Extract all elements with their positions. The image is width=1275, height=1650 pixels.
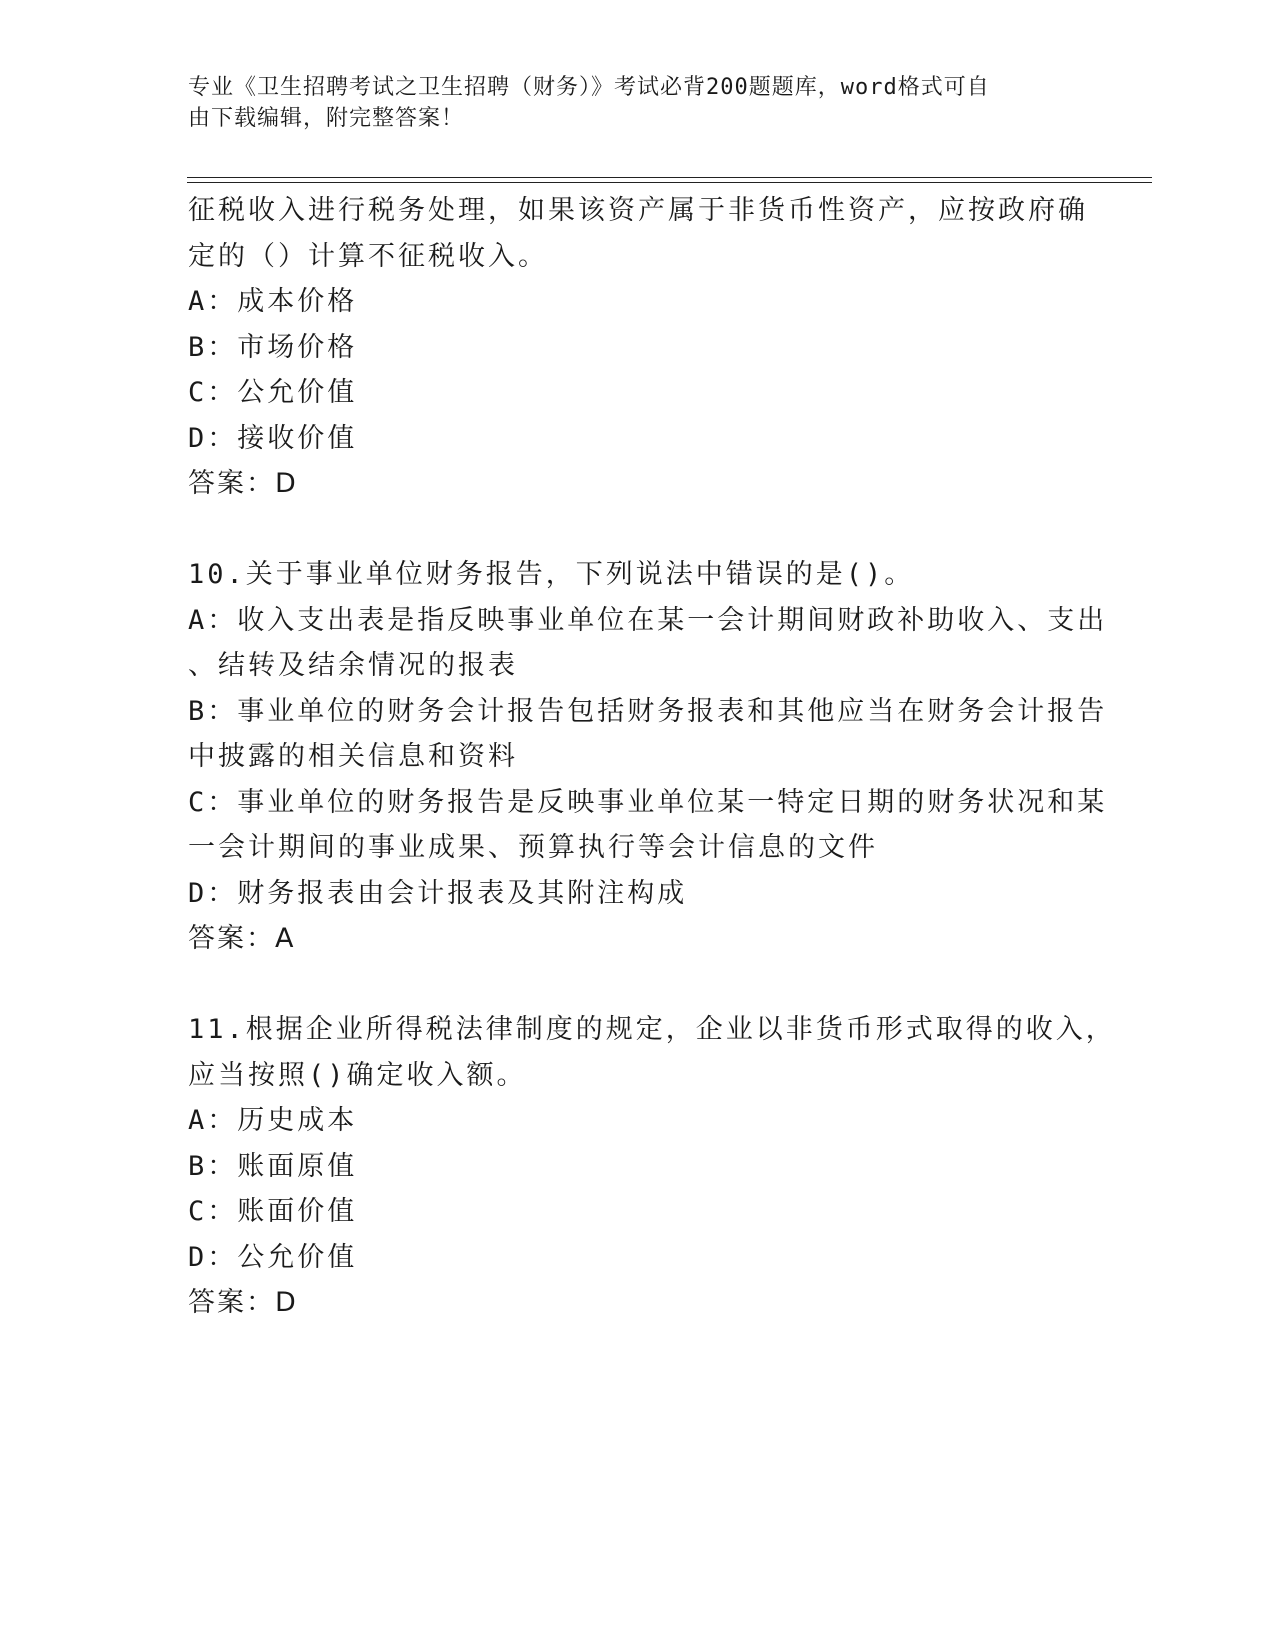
- question-11-option-c: C：账面价值: [188, 1196, 358, 1227]
- question-10-option-a-line-2: 、结转及结余情况的报表: [188, 650, 518, 681]
- question-10-option-d: D：财务报表由会计报表及其附注构成: [188, 877, 688, 909]
- question-10-option-c-line-1: C：事业单位的财务报告是反映事业单位某一特定日期的财务状况和某: [188, 786, 1108, 818]
- question-11-option-a: A：历史成本: [188, 1105, 358, 1136]
- document-header: [188, 72, 1068, 134]
- question-10-option-c-line-2: 一会计期间的事业成果、预算执行等会计信息的文件: [188, 832, 878, 863]
- question-11-stem-line-2: 应当按照()确定收入额。: [188, 1059, 527, 1091]
- question-9-option-d: D：接收价值: [188, 422, 358, 454]
- header-title-line-2: 由下载编辑，附完整答案！: [188, 106, 465, 131]
- question-9-option-b: B：市场价格: [188, 331, 358, 363]
- question-9-stem-line-1: 征税收入进行税务处理，如果该资产属于非货币性资产，应按政府确: [188, 195, 1088, 226]
- question-11-stem-line-1: 11.根据企业所得税法律制度的规定，企业以非货币形式取得的收入，: [188, 1014, 1116, 1045]
- header-title-line-1: 专业《卫生招聘考试之卫生招聘（财务）》考试必背200题题库，word格式可自: [188, 75, 990, 100]
- question-spacer: [188, 507, 1088, 553]
- question-10: [188, 552, 1108, 962]
- question-10-stem: 10.关于事业单位财务报告，下列说法中错误的是()。: [188, 559, 915, 590]
- question-10-answer: 答案：A: [188, 923, 296, 954]
- question-11-answer: 答案：D: [188, 1287, 298, 1318]
- question-11-option-d: D：公允价值: [188, 1241, 358, 1273]
- question-content: [188, 188, 1116, 1326]
- question-10-option-a-line-1: A：收入支出表是指反映事业单位在某一会计期间财政补助收入、支出: [188, 604, 1108, 636]
- question-10-option-b-line-1: B：事业单位的财务会计报告包括财务报表和其他应当在财务会计报告: [188, 695, 1108, 727]
- question-9-option-a: A：成本价格: [188, 286, 358, 317]
- question-9-option-c: C：公允价值: [188, 377, 358, 408]
- question-11-option-b: B：账面原值: [188, 1150, 358, 1182]
- header-divider-bottom: [187, 182, 1152, 183]
- question-spacer: [188, 962, 1088, 1008]
- question-9-stem-line-2: 定的（）计算不征税收入。: [188, 240, 548, 272]
- question-9-answer: 答案：D: [188, 468, 298, 499]
- question-10-option-b-line-2: 中披露的相关信息和资料: [188, 741, 518, 772]
- header-divider-top: [187, 177, 1152, 178]
- question-9: [188, 188, 1088, 507]
- question-11: [188, 1007, 1116, 1326]
